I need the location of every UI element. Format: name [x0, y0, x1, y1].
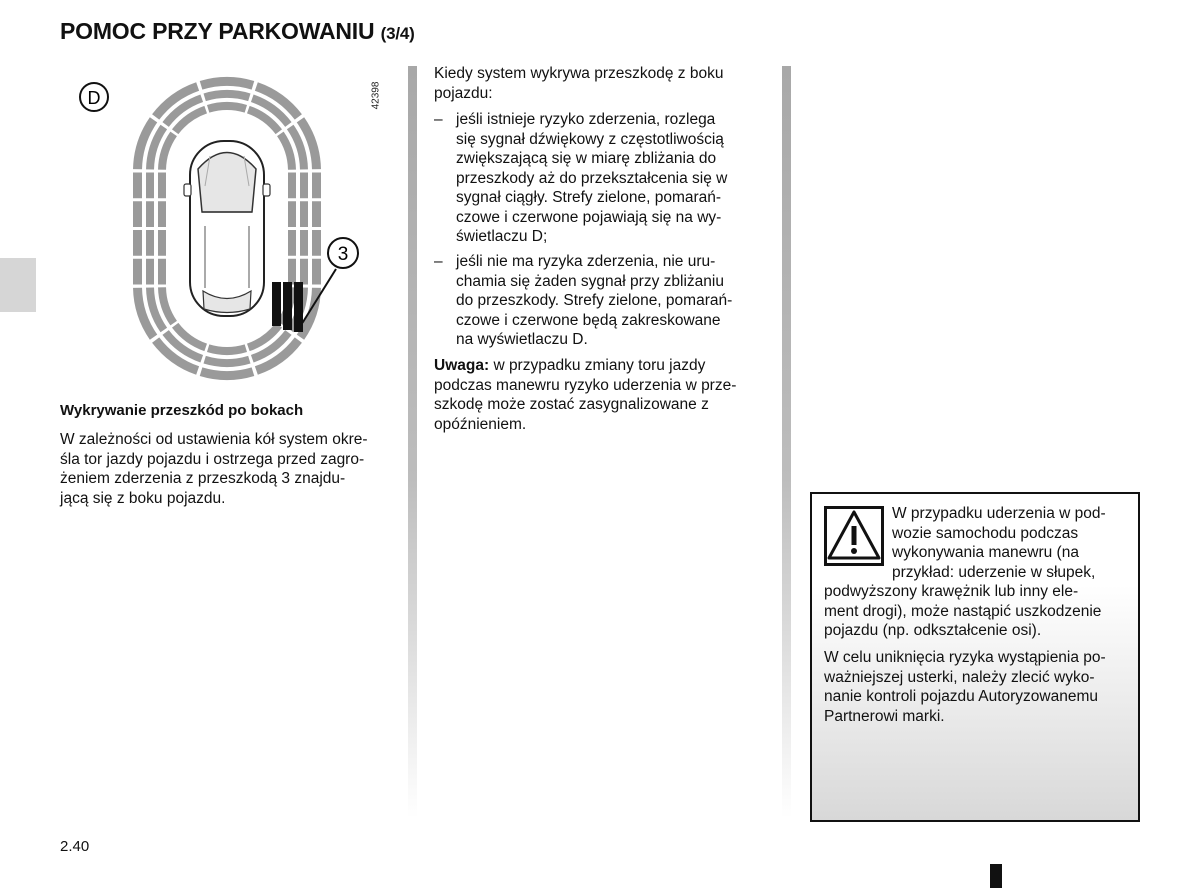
left-zone-segment [146, 230, 154, 256]
left-zone-segment [146, 173, 154, 199]
text-line: żeniem zderzenia z przeszkodą 3 znajdu- [60, 470, 346, 487]
column-divider-right [782, 66, 791, 818]
warning-triangle-icon [824, 506, 884, 566]
text-line: jeśli nie ma ryzyka zderzenia, nie uru- [456, 253, 716, 270]
right-zone-segment [312, 201, 321, 227]
bullet-dash: – [434, 111, 443, 128]
note-paragraph [434, 356, 765, 434]
text-line: się sygnał dźwiękowy z częstotliwością [456, 130, 724, 148]
text-line: sygnał ciągły. Strefy zielone, pomarań- [456, 189, 722, 206]
text-line: podczas manewru ryzyko uderzenia w prze- [434, 376, 737, 394]
text-line: śla tor jazdy pojazdu i ostrzega przed zagro- [60, 450, 365, 468]
right-zone-segment [300, 259, 308, 285]
figure-number-text: 42398 [370, 81, 382, 109]
view-label-d [80, 83, 108, 111]
section-heading: Wykrywanie przeszkód po bokach [60, 402, 304, 419]
warning-box [810, 492, 1140, 822]
car-top-view [184, 141, 270, 316]
page-number: 2.40 [60, 838, 90, 855]
column-divider-left [408, 66, 417, 818]
warning-text-beside-icon [892, 504, 1128, 582]
text-line: przeszkody aż do przekształcenia się w [456, 169, 728, 187]
text-line: przykład: uderzenie w słupek, [892, 563, 1096, 581]
text-line: do przeszkody. Strefy zielone, pomarań- [456, 292, 733, 309]
title-part: (3/4) [380, 24, 415, 43]
text-line: ważniejszej usterki, należy zlecić wyko- [824, 668, 1095, 686]
front-zone-segment [204, 90, 251, 101]
text-line: chamia się żaden sygnał przy zbliżaniu [456, 272, 724, 290]
callout-3-label: 3 [337, 244, 349, 265]
text-line [434, 356, 765, 376]
left-zone-segment [133, 173, 142, 199]
left-zone-segment [133, 201, 142, 227]
text-line: na wyświetlaczu D. [456, 331, 588, 348]
warning-second-paragraph [824, 648, 1128, 726]
text-line: nanie kontroli pojazdu Autoryzowanemu [824, 688, 1099, 705]
left-zone-segment [133, 259, 142, 285]
text-line: szkodę może zostać zasygnalizowane z [434, 396, 709, 413]
left-zone-segment [146, 259, 154, 285]
rear-zone-segment [207, 344, 247, 355]
text-line: pojazdu: [434, 84, 493, 102]
text-line: wykonywania manewru (na [892, 544, 1079, 561]
right-zone-segment [288, 230, 296, 256]
note-label: Uwaga: [434, 357, 490, 374]
right-zone-segment [312, 259, 321, 285]
title-text: POMOC PRZY PARKOWANIU [60, 18, 375, 44]
warning-text-rest [824, 582, 1128, 641]
view-label-text: D [87, 88, 101, 108]
left-paragraph [60, 430, 390, 508]
chapter-tab [0, 258, 36, 312]
text-line: Kiedy system wykrywa przeszkodę z boku [434, 65, 724, 82]
left-zone-segment [158, 230, 166, 256]
bullet-item [434, 252, 765, 350]
text-line: podwyższony krawężnik lub inny ele- [824, 583, 1079, 600]
intro-paragraph [434, 64, 765, 103]
text-line: świetlaczu D; [456, 228, 548, 245]
front-zone-segment [207, 102, 247, 113]
right-zone-segment [300, 230, 308, 256]
text-line: ment drogi), może nastąpić uszkodzenie [824, 602, 1102, 620]
bullet-item [434, 110, 765, 247]
text-line: pojazdu (np. odkształcenie osi). [824, 622, 1042, 639]
right-zone-segment [312, 230, 321, 256]
left-zone-segment [146, 201, 154, 227]
text-line: zwiększającą się w miarę zbliżania do [456, 150, 717, 167]
left-zone-segment [158, 173, 166, 199]
page-title [60, 18, 415, 45]
text-line: jeśli istnieje ryzyko zderzenia, rozlega [456, 111, 716, 128]
text-line: W celu uniknięcia ryzyka wystąpienia po- [824, 649, 1106, 666]
text-line: opóźnieniem. [434, 415, 527, 433]
page-edge-marker [990, 864, 1002, 888]
text-line: wozie samochodu podczas [892, 524, 1079, 542]
text-line: czowe i czerwone będą zakreskowane [456, 311, 721, 329]
parking-display-illustration [60, 66, 390, 396]
text-line: W zależności od ustawienia kół system okre- [60, 431, 368, 448]
text-line: czowe i czerwone pojawiają się na wy- [456, 208, 722, 226]
left-zone-segment [133, 230, 142, 256]
left-zone-segment [158, 259, 166, 285]
front-zone-segment [200, 77, 255, 90]
text-line: W przypadku uderzenia w pod- [892, 505, 1106, 522]
bullet-dash: – [434, 253, 443, 270]
rear-zone-segment [204, 356, 251, 367]
right-zone-segment [288, 173, 296, 199]
text-line: jącą się z boku pojazdu. [60, 489, 226, 507]
text-line: Partnerowi marki. [824, 707, 945, 725]
callout-3 [328, 238, 358, 268]
right-zone-segment [300, 173, 308, 199]
right-zone-segment [312, 173, 321, 199]
note-text: w przypadku zmiany toru jazdy [493, 357, 706, 374]
right-zone-segment [288, 201, 296, 227]
right-zone-segment [300, 201, 308, 227]
figure-number [368, 72, 384, 118]
parking-display-svg [60, 66, 390, 396]
right-zone-segment [288, 259, 296, 285]
rear-zone-segment [200, 367, 255, 380]
obstacle-zone-highlight [272, 282, 303, 332]
left-zone-segment [158, 201, 166, 227]
